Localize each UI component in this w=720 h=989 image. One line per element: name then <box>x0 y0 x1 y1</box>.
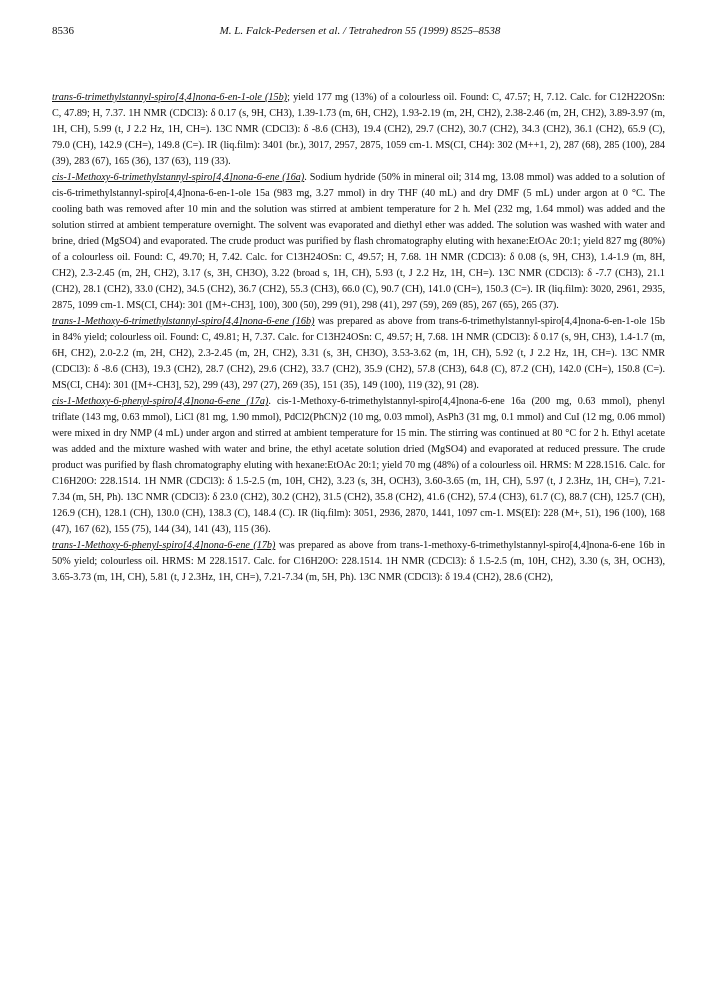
paragraph-text: was prepared as above from trans-6-trimethylstannyl-spiro[4,4]nona-6-en-1-ole 15b in 84% yield; colourless oil. Found: C, 49.81; H, 7.37. Calc. for C13H24OSn: C, 49.57; H, 7.68. 1H NMR (CDCl3): δ 0.17 (s, 9H, CH3), 1.4-1.7 (m, 6H, CH2), 2.0-2.2 (m, 2H, CH2), 2.3-2.45 (m, 2H, CH2), 3.31 (s, 3H, CH3O), 3.53-3.62 (m, 1H, CH), 5.92 (t, J 2.2 Hz, 1H, CH=). 13C NMR (CDCl3): δ -8.6 (CH3), 19.3 (CH2), 28.7 (CH2), 29.6 (CH2), 33.7 (CH2), 35.9 (CH2), 57.8 (CH3), 64.8 (C), 87.2 (CH), 142.0 (CH=), 150.8 (C=). MS(CI, CH4): 301 ([M+-CH3], 52), 299 (43), 297 (27), 269 (35), 151 (35), 149 (100), 119 (32), 91 (28). <box>52 316 665 391</box>
paragraph-17b <box>52 538 665 586</box>
running-title: M. L. Falck-Pedersen et al. / Tetrahedron 55 (1999) 8525–8538 <box>219 25 501 37</box>
paragraph-17a <box>52 394 665 538</box>
compound-heading: trans-1-Methoxy-6-phenyl-spiro[4,4]nona-6-ene (17b) <box>52 540 276 551</box>
page-number: 8536 <box>52 25 74 37</box>
compound-heading: trans-1-Methoxy-6-trimethylstannyl-spiro[4,4]nona-6-ene (16b) <box>52 316 315 327</box>
paragraph-15b <box>52 90 665 170</box>
paragraph-16a <box>52 170 665 314</box>
page-header <box>52 25 668 41</box>
compound-heading: cis-1-Methoxy-6-phenyl-spiro[4,4]nona-6-ene (17a) <box>52 396 269 407</box>
paragraph-text: was prepared as above from trans-1-methoxy-6-trimethylstannyl-spiro[4,4]nona-6-ene 16b in 50% yield; colourless oil. HRMS: M 228.1517. Calc. for C16H20O: 228.1514. 1H NMR (CDCl3): δ 1.5-2.5 (m, 10H, CH2), 3.30 (s, 3H, OCH3), 3.65-3.73 (m, 1H, CH), 5.81 (t, J 2.3Hz, 1H, CH=), 7.21-7.34 (m, 5H, Ph). 13C NMR (CDCl3): δ 19.4 (CH2), 28.6 (CH2), <box>52 540 666 583</box>
experimental-text <box>52 90 665 586</box>
paragraph-16b <box>52 314 665 394</box>
compound-heading: trans-6-trimethylstannyl-spiro[4,4]nona-6-en-1-ole (15b) <box>52 92 288 103</box>
paragraph-text: ; yield 177 mg (13%) of a colourless oil. Found: C, 47.57; H, 7.12. Calc. for C12H22OSn: C, 47.89; H, 7.37. 1H NMR (CDCl3): δ 0.17 (s, 9H, CH3), 1.39-1.73 (m, 6H, CH2), 1.93-2.19 (m, 2H, CH2), 2.38-2.46 (m, 2H, CH2), 3.89-3.97 (m, 1H, CH), 5.99 (t, J 2.2 Hz, 1H, CH=). 13C NMR (CDCl3): δ -8.6 (CH3), 19.4 (CH2), 29.7 (CH2), 30.7 (CH2), 34.3 (CH2), 36.1 (CH2), 65.9 (C), 79.0 (CH), 142.9 (CH=), 149.8 (C=). IR (liq.film): 3401 (br.), 3017, 2957, 2875, 1059 cm-1. MS(CI, CH4): 302 (M++1, 2), 287 (68), 285 (100), 284 (39), 283 (67), 165 (36), 137 (63), 119 (33). <box>52 92 665 167</box>
paragraph-text: . cis-1-Methoxy-6-trimethylstannyl-spiro[4,4]nona-6-ene 16a (200 mg, 0.63 mmol), phenyl triflate (143 mg, 0.63 mmol), LiCl (81 mg, 1.90 mmol), PdCl2(PhCN)2 (10 mg, 0.03 mmol), AsPh3 (31 mg, 0.1 mmol) and CuI (12 mg, 0.06 mmol) were mixed in dry NMP (4 mL) under argon and stirred at ambient temperature for 15 min. The stirring was continued at 80 °C for 2 h. Ethyl acetate was added and the mixture washed with water and brine, the ethyl acetate solution dried (MgSO4) and evaporated at reduced pressure. The crude product was purified by flash chromatography eluting with hexane:EtOAc 20:1; yield 70 mg (48%) of a colourless oil. HRMS: M 228.1516. Calc. for C16H20O: 228.1514. 1H NMR (CDCl3): δ 1.5-2.5 (m, 10H, CH2), 3.23 (s, 3H, OCH3), 3.60-3.65 (m, 1H, CH), 5.97 (t, J 2.3Hz, 1H, CH=), 7.21-7.34 (m, 5H, Ph). 13C NMR (CDCl3): δ 23.0 (CH2), 30.2 (CH2), 31.5 (CH2), 35.8 (CH2), 41.6 (CH2), 57.4 (CH3), 61.7 (C), 88.7 (CH), 125.7 (CH), 126.9 (CH), 128.1 (CH), 130.0 (CH), 138.3 (C), 148.4 (C). IR (liq.film): 3051, 2936, 2870, 1441, 1097 cm-1. MS(EI): 228 (M+, 51), 196 (100), 168 (47), 167 (62), 155 (75), 144 (34), 141 (43), 115 (36). <box>52 396 665 535</box>
compound-heading: cis-1-Methoxy-6-trimethylstannyl-spiro[4,4]nona-6-ene (16a) <box>52 172 305 183</box>
paragraph-text: . Sodium hydride (50% in mineral oil; 314 mg, 13.08 mmol) was added to a solution of cis-6-trimethylstannyl-spiro[4,4]nona-6-en-1-ole 15a (983 mg, 3.27 mmol) in dry THF (40 mL) and dry DMF (5 mL) under argon at 0 °C. The cooling bath was removed after 10 min and the solution was stirred at ambient temperature for 2 h. MeI (232 mg, 1.64 mmol) was added and the solution stirred at ambient temperature overnight. The solvent was evaporated and diethyl ether was added. The solution was washed with water and brine, dried (MgSO4) and evaporated. The crude product was purified by flash chromatography eluting with hexane:EtOAc 20:1; yield 827 mg (80%) of a colourless oil. Found: C, 49.70; H, 7.42. Calc. for C13H24OSn: C, 49.57; H, 7.68. 1H NMR (CDCl3): δ 0.08 (s, 9H, CH3), 1.4-1.9 (m, 8H, CH2), 2.3-2.45 (m, 2H, CH2), 3.17 (s, 3H, CH3O), 3.22 (broad s, 1H, CH), 5.93 (t, J 2.2 Hz, 1H, CH=). 13C NMR (CDCl3): δ -7.7 (CH3), 21.1 (CH2), 28.1 (CH2), 33.0 (CH2), 34.5 (CH2), 36.7 (CH2), 55.3 (CH3), 66.0 (C), 90.7 (CH), 141.0 (CH=), 150.3 (C=). IR (liq.film): 3020, 2961, 2935, 2875, 1099 cm-1. MS(CI, CH4): 301 ([M+-CH3], 100), 300 (50), 299 (91), 298 (41), 297 (59), 269 (85), 267 (65), 265 (37). <box>52 172 665 311</box>
